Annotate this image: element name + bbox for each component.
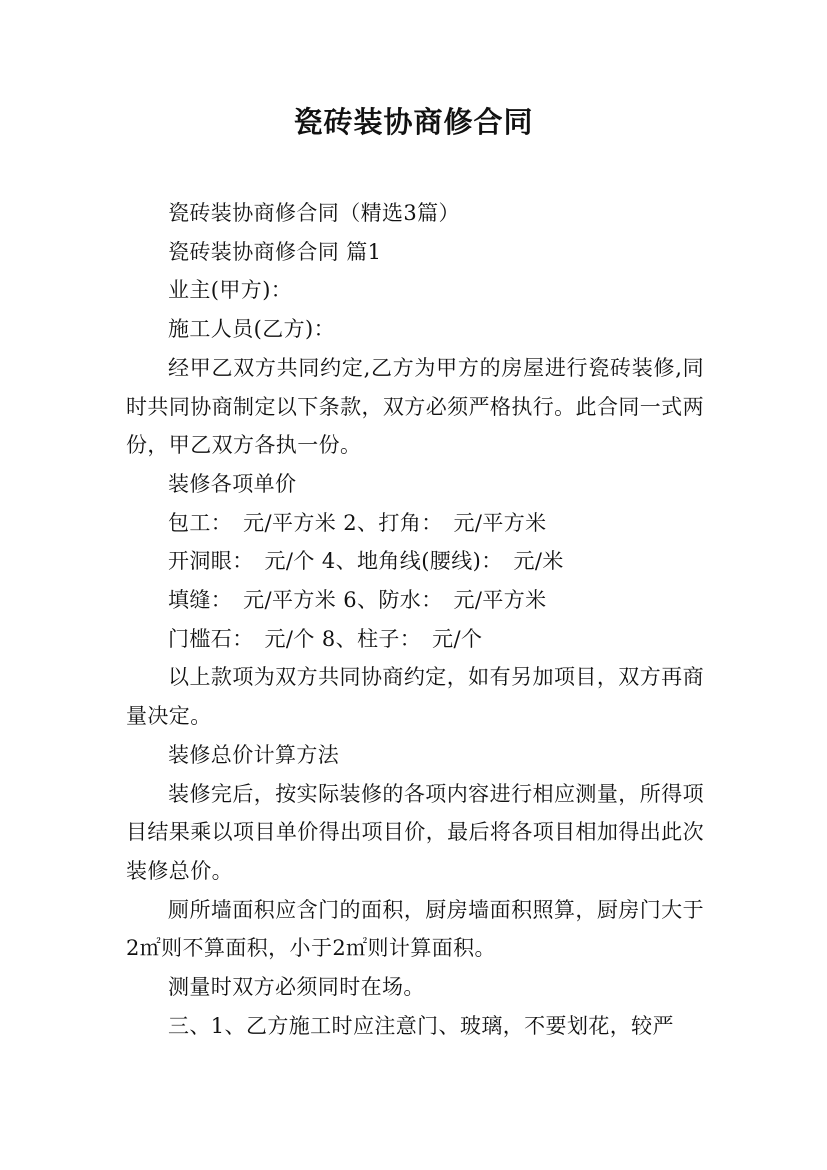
paragraph-agreement: 经甲乙双方共同约定,乙方为甲方的房屋进行瓷砖装修,同时共同协商制定以下条款，双方必须严格执行。此合同一式两份，甲乙双方各执一份。: [126, 355, 704, 458]
paragraph-price-line-1: 包工： 元/平方米 2、打角： 元/平方米: [168, 510, 547, 535]
paragraph-price-line-3: 填缝： 元/平方米 6、防水： 元/平方米: [168, 588, 547, 613]
paragraph-measurement: 测量时双方必须同时在场。: [168, 975, 425, 1000]
paragraph-party-b: 施工人员(乙方)：: [168, 317, 335, 342]
document-title: 瓷砖装协商修合同: [293, 105, 534, 139]
paragraph-party-a: 业主(甲方)：: [168, 278, 293, 303]
paragraph-total-method: 装修完后，按实际装修的各项内容进行相应测量，所得项目结果乘以项目单价得出项目价，最后将各项目相加得出此次装修总价。: [126, 781, 704, 883]
paragraph-subtitle: 瓷砖装协商修合同（精选3篇）: [168, 201, 460, 225]
document-body: [126, 194, 704, 1045]
paragraph-unit-price-heading: 装修各项单价: [168, 471, 297, 496]
paragraph-clause-three: 三、1、乙方施工时应注意门、玻璃，不要划花，较严: [168, 1013, 674, 1038]
paragraph-total-heading: 装修总价计算方法: [168, 742, 340, 767]
paragraph-section-heading: 瓷砖装协商修合同 篇1: [168, 239, 382, 264]
paragraph-price-line-2: 开洞眼： 元/个 4、地角线(腰线)： 元/米: [168, 549, 564, 574]
paragraph-additional-items: 以上款项为双方共同协商约定，如有另加项目，双方再商量决定。: [126, 665, 704, 729]
paragraph-area-rule: 厕所墙面积应含门的面积，厨房墙面积照算，厨房门大于2㎡则不算面积，小于2㎡则计算面积。: [126, 897, 704, 961]
paragraph-price-line-4: 门槛石： 元/个 8、柱子： 元/个: [168, 626, 483, 651]
